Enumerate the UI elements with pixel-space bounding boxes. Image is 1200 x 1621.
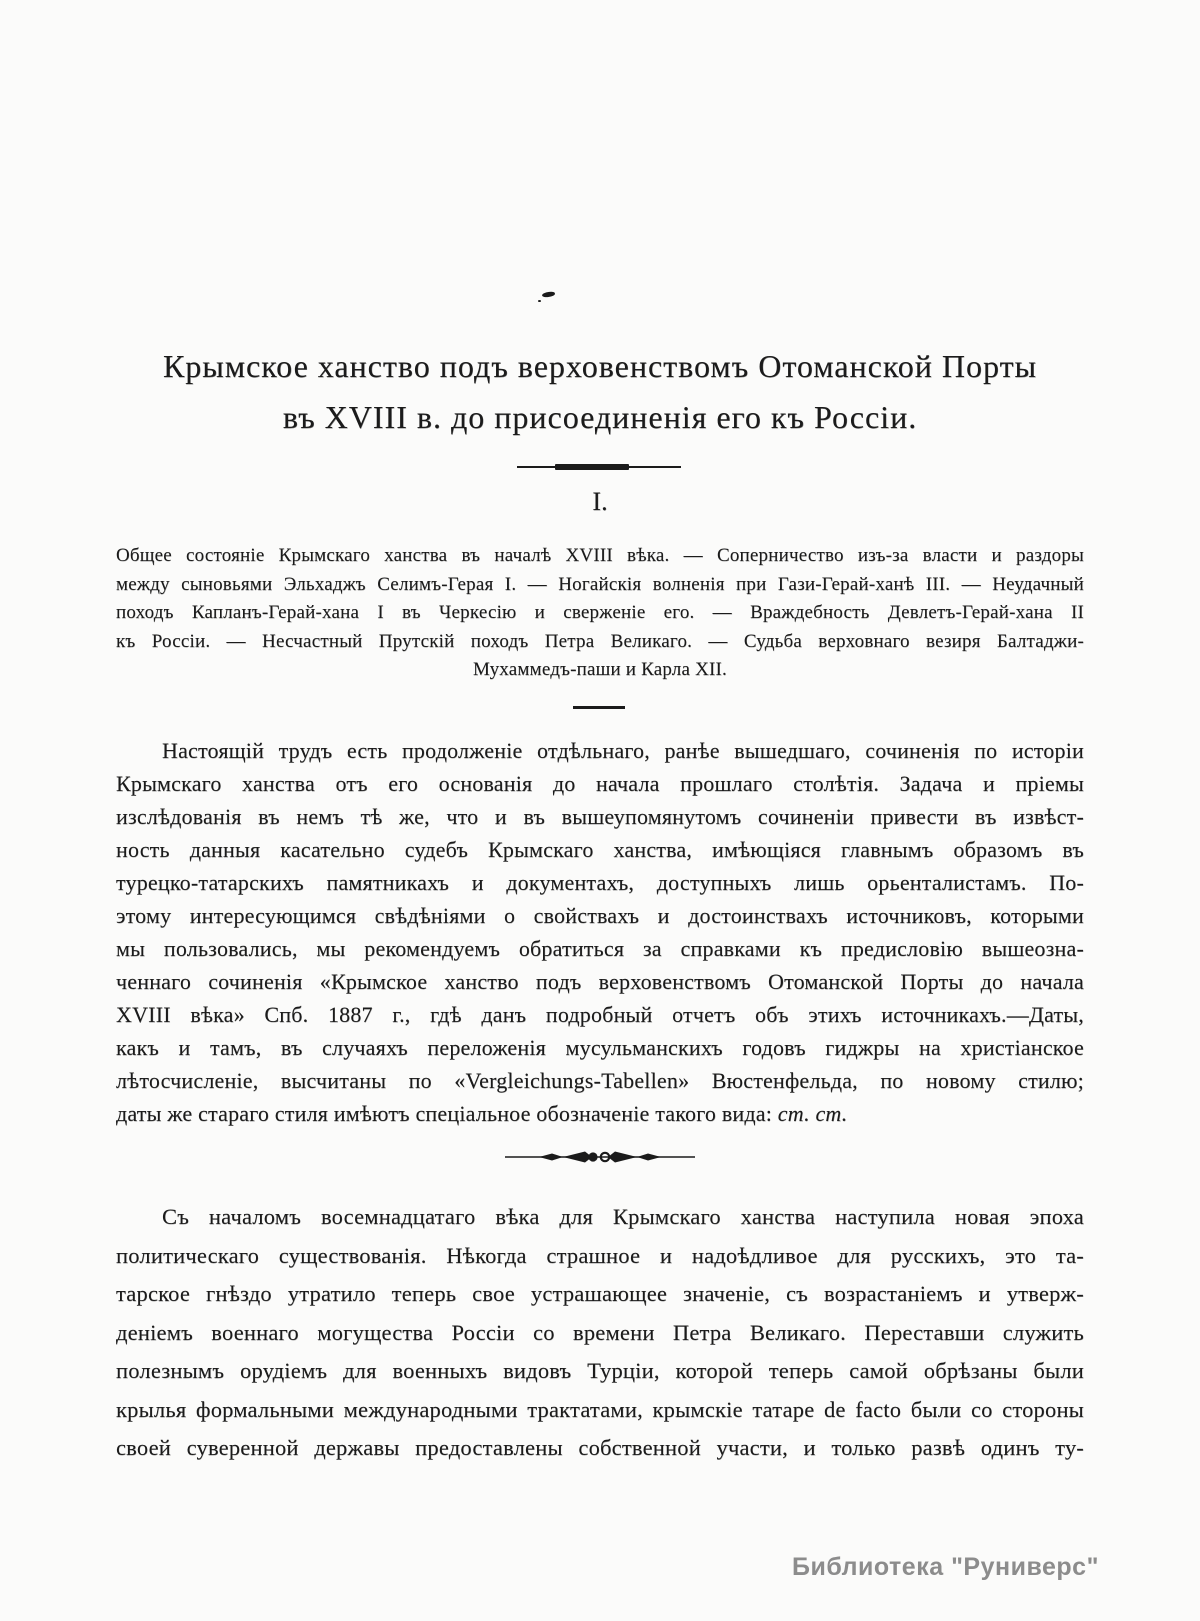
chapter-number: I. [592, 487, 608, 516]
summary-rule-icon [573, 706, 625, 709]
title-rule-icon [517, 464, 681, 470]
page-title [110, 341, 1090, 443]
old-style-date-notation: ст. ст. [777, 1101, 848, 1126]
paragraph-1 [116, 734, 1084, 1097]
paragraph-1-line: изслѣдованія въ немъ тѣ же, что и въ вышеупомянутомъ сочиненіи привести въ извѣст- [116, 804, 1084, 829]
paragraph-2 [116, 1198, 1084, 1468]
paragraph-1-last-line-text: даты же стараго стиля имѣютъ спеціальное обозначеніе такого вида: [116, 1101, 778, 1126]
ink-smudge-icon [542, 291, 555, 297]
paragraph-1-line: Крымскаго ханства отъ его основанія до начала прошлаго столѣтія. Задача и пріемы [116, 771, 1084, 796]
title-line-2: въ XVIII в. до присоединенія его къ Россіи. [282, 399, 918, 435]
paragraph-1-line: ность данныя касательно судебъ Крымскаго ханства, имѣющіяся главнымъ образомъ въ [116, 837, 1084, 862]
paragraph-1-line: лѣтосчисленіе, высчитаны по «Vergleichungs-Tabellen» Вюстенфельда, по новому стилю; [116, 1068, 1084, 1093]
chapter-summary [116, 542, 1084, 656]
paragraph-1-line: этому интересующимся свѣдѣніями о свойствахъ и достоинствахъ источниковъ, которыми [116, 903, 1084, 928]
paragraph-2-line: Съ началомъ восемнадцатаго вѣка для Крымскаго ханства наступила новая эпоха [162, 1204, 1084, 1229]
paragraph-1-line: какъ и тамъ, въ случаяхъ переложенія мусульманскихъ годовъ гиджры на христіанское [116, 1035, 1084, 1060]
paragraph-1-line: Настоящій трудъ есть продолженіе отдѣльнаго, ранѣе вышедшаго, сочиненія по исторіи [162, 738, 1084, 763]
summary-line: между сыновьями Эльхаджъ Селимъ-Герая I. — Ногайскія волненія при Гази-Герай-ханѣ III. — Неудачный [116, 573, 1084, 595]
summary-line: къ Россіи. — Несчастный Прутскій походъ Петра Великаго. — Судьба верховнаго везиря Балтаджи- [116, 630, 1084, 652]
paragraph-1-line: турецко-татарскихъ памятникахъ и документахъ, доступныхъ лишь орьенталистамъ. По- [116, 870, 1084, 895]
summary-line: походъ Капланъ-Герай-хана I въ Черкесію и сверженіе его. — Враждебность Девлетъ-Герай-хана II [116, 602, 1084, 623]
paragraph-2-line: тарское гнѣздо утратило теперь свое устрашающее значеніе, съ возрастаніемъ и утверж- [116, 1281, 1084, 1306]
paragraph-1-line: мы пользовались, мы рекомендуемъ обратиться за справками къ предисловію вышеозна- [116, 936, 1084, 961]
paragraph-2-line: крылья формальными международными трактатами, крымскіе татаре de facto были со стороны [116, 1396, 1084, 1422]
paragraph-2-line: деніемъ военнаго могущества Россіи со времени Петра Великаго. Переставши служить [116, 1319, 1084, 1345]
library-watermark: Библиотека "Руниверс" [792, 1553, 1099, 1581]
title-rule-thick-segment [555, 464, 629, 470]
ink-dot-icon [538, 300, 541, 302]
paragraph-2-line: политическаго существованія. Нѣкогда страшное и надоѣдливое для русскихъ, это та- [116, 1242, 1084, 1268]
summary-line: Общее состояніе Крымскаго ханства въ началѣ XVIII вѣка. — Соперничество изъ-за власти и раздоры [116, 545, 1084, 566]
paragraph-1-line: XVIII вѣка» Спб. 1887 г., гдѣ данъ подробный отчетъ объ этихъ источникахъ.—Даты, [116, 1002, 1084, 1027]
paragraph-1-line: ченнаго сочиненія «Крымское ханство подъ верховенствомъ Отоманской Порты до начала [116, 969, 1084, 994]
title-line-1: Крымское ханство подъ верховенствомъ Отоманской Порты [162, 348, 1038, 384]
paragraph-2-line: своей суверенной державы предоставлены собственной участи, и только развѣ одинъ ту- [116, 1435, 1084, 1460]
section-flourish-icon [505, 1148, 695, 1166]
paragraph-2-line: полезнымъ орудіемъ для военныхъ видовъ Турціи, которой теперь самой обрѣзаны были [116, 1358, 1084, 1383]
summary-last-line: Мухаммедъ-паши и Карла XII. [472, 659, 727, 680]
paragraph-1-last-line [116, 1097, 1084, 1130]
